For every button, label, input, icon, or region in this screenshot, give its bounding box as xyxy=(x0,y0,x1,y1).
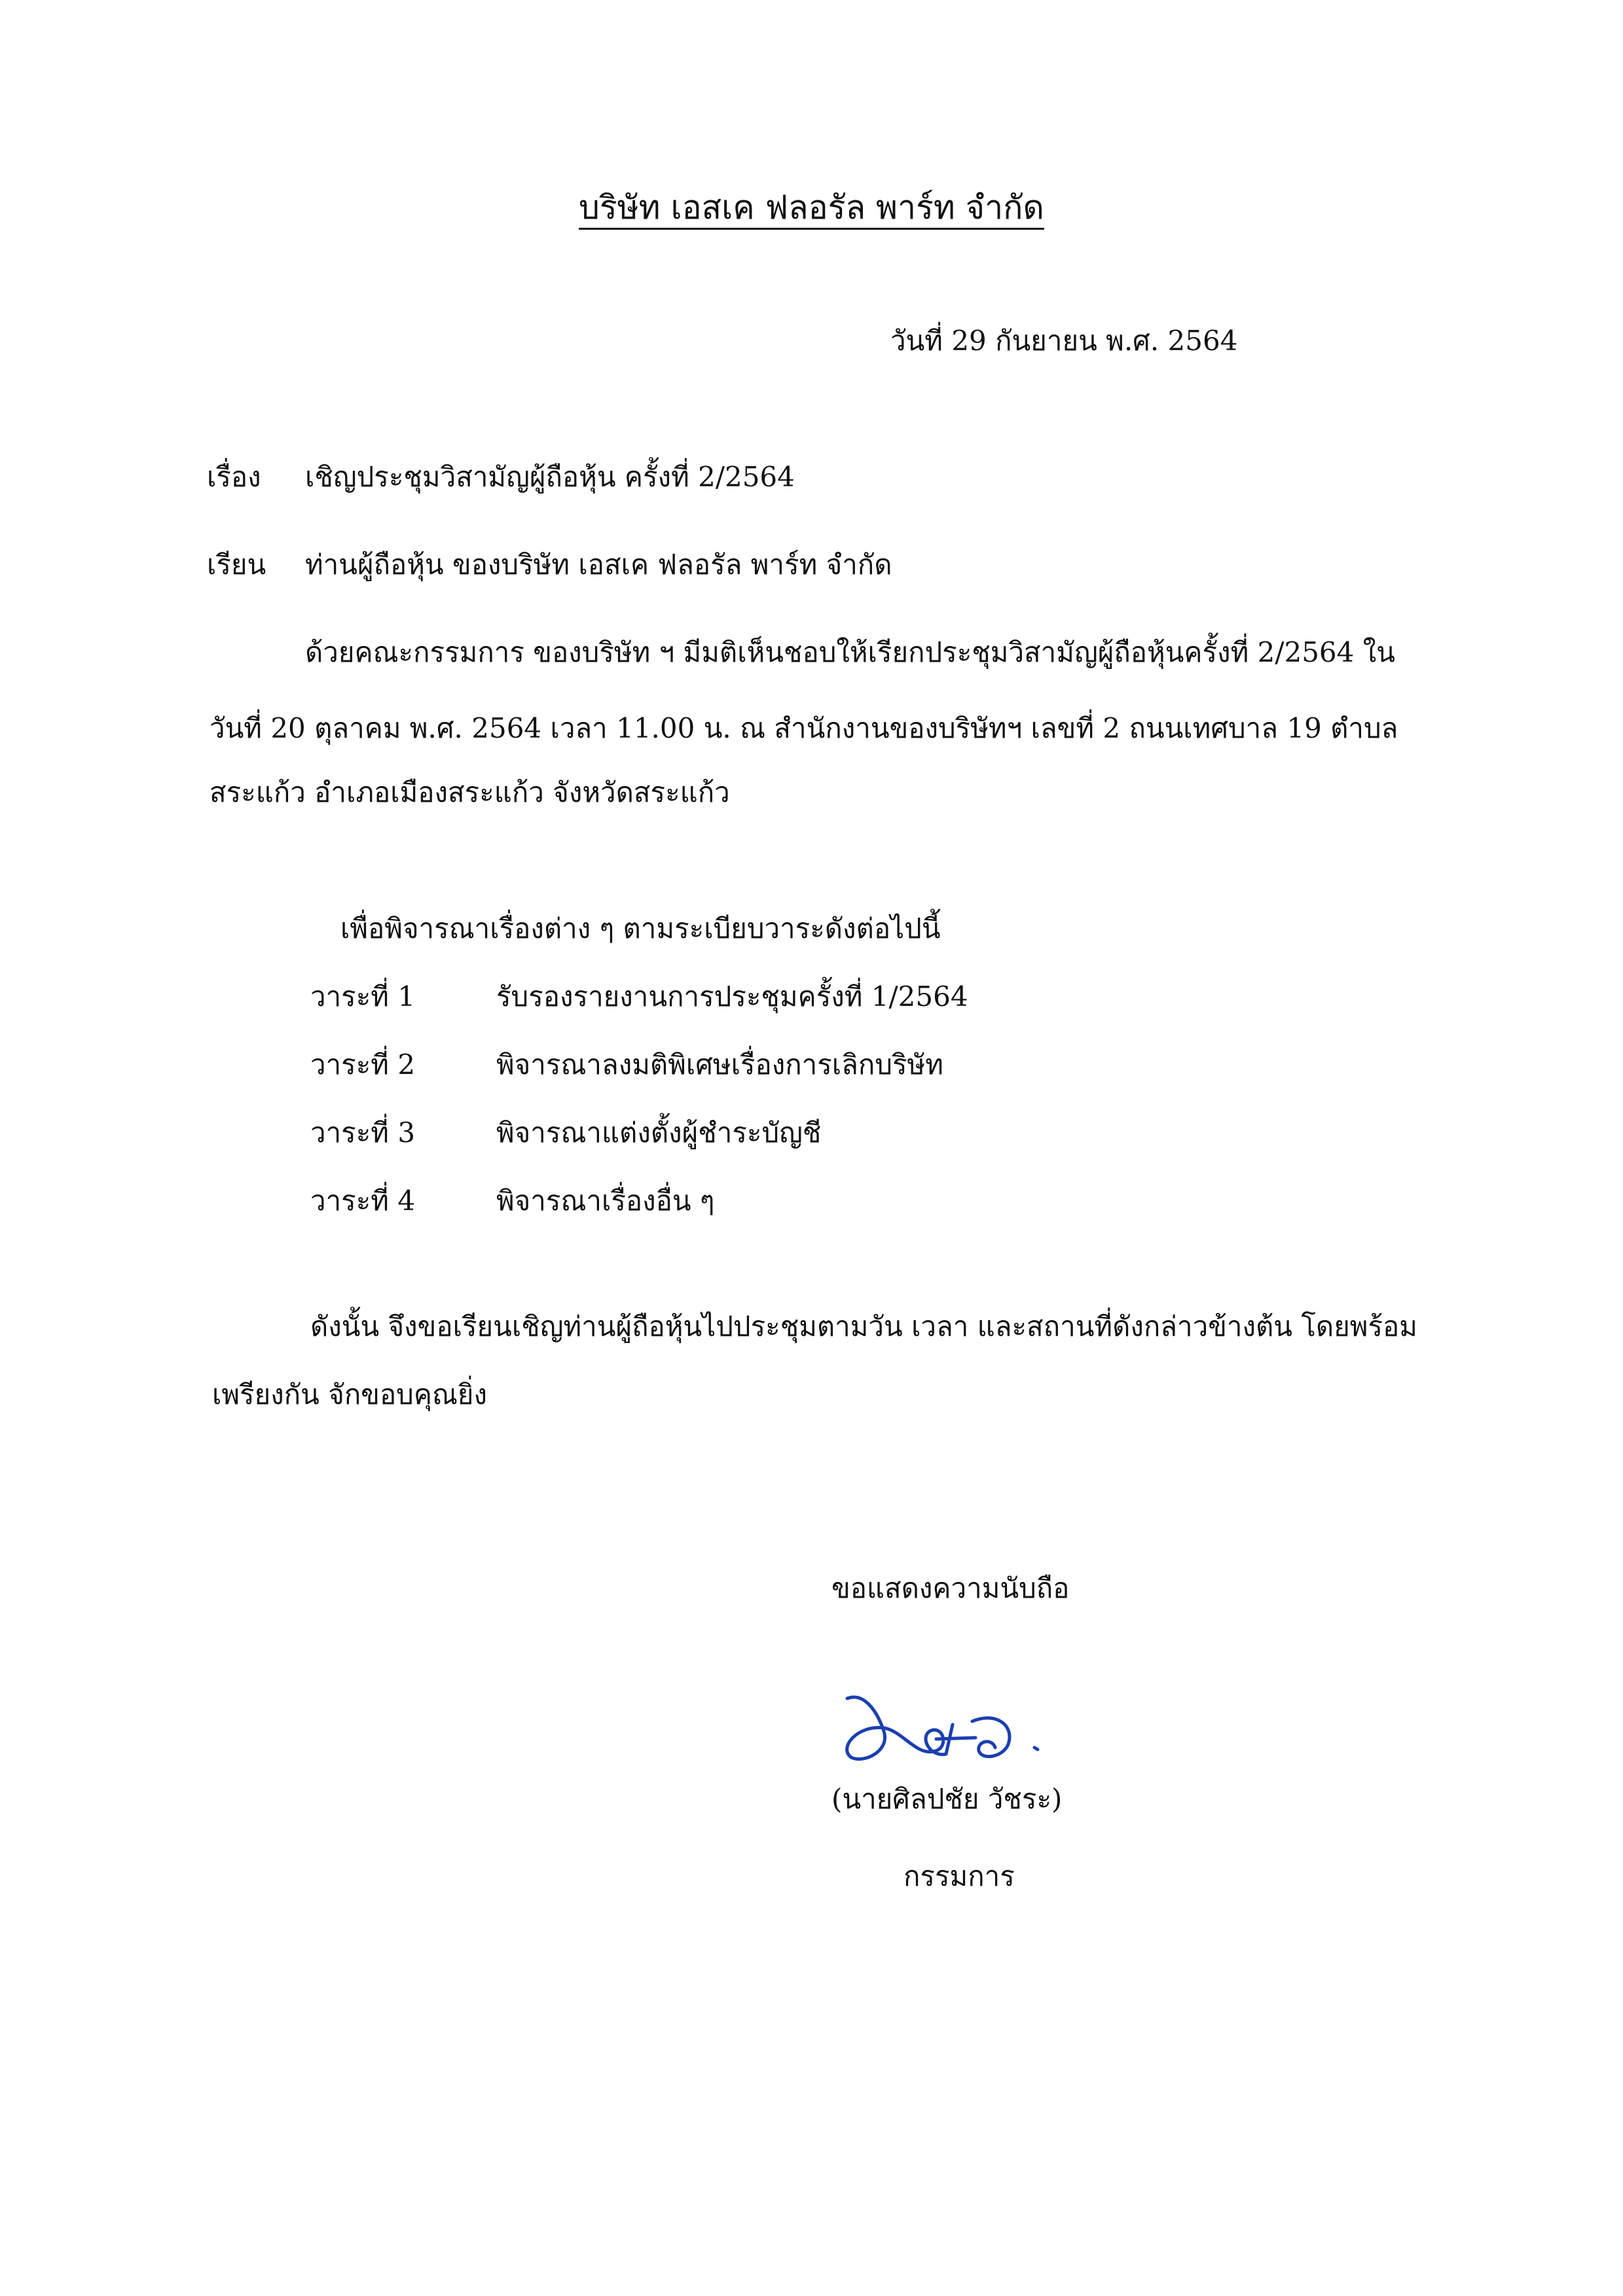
conclusion-line-2: เพรียงกัน จักขอบคุณยิ่ง xyxy=(212,1378,488,1410)
handwritten-signature xyxy=(838,1685,1074,1777)
subject-label: เรื่อง xyxy=(207,461,261,493)
agenda-item-1-text: รับรองรายงานการประชุมครั้งที่ 1/2564 xyxy=(496,980,968,1013)
body-paragraph-line-1: ด้วยคณะกรรมการ ของบริษัท ฯ มีมติเห็นชอบให้เรียกประชุมวิสามัญผู้ถือหุ้นครั้งที่ 2/2564 ใน xyxy=(305,636,1395,668)
agenda-item-4-text: พิจารณาเรื่องอื่น ๆ xyxy=(496,1185,715,1217)
agenda-intro: เพื่อพิจารณาเรื่องต่าง ๆ ตามระเบียบวาระดังต่อไปนี้ xyxy=(340,912,941,944)
recipient-label: เรียน xyxy=(207,548,266,581)
agenda-item-3-text: พิจารณาแต่งตั้งผู้ชำระบัญชี xyxy=(496,1117,822,1149)
closing-phrase: ขอแสดงความนับถือ xyxy=(831,1572,1070,1604)
body-paragraph-line-2: วันที่ 20 ตุลาคม พ.ศ. 2564 เวลา 11.00 น. ณ สำนักงานของบริษัทฯ เลขที่ 2 ถนนเทศบาล 19 ตำบล xyxy=(210,712,1398,744)
signatory-name: (นายศิลปชัย วัชระ) xyxy=(831,1783,1063,1815)
agenda-item-3-label: วาระที่ 3 xyxy=(310,1117,416,1149)
company-title: บริษัท เอสเค ฟลอรัล พาร์ท จำกัด xyxy=(579,188,1044,226)
signatory-title: กรรมการ xyxy=(903,1860,1015,1892)
body-paragraph-line-3: สระแก้ว อำเภอเมืองสระแก้ว จังหวัดสระแก้ว xyxy=(210,776,730,808)
subject-text: เชิญประชุมวิสามัญผู้ถือหุ้น ครั้งที่ 2/2564 xyxy=(305,461,795,493)
agenda-item-1-label: วาระที่ 1 xyxy=(310,980,416,1013)
recipient-text: ท่านผู้ถือหุ้น ของบริษัท เอสเค ฟลอรัล พาร์ท จำกัด xyxy=(305,548,892,581)
agenda-item-2-label: วาระที่ 2 xyxy=(310,1049,416,1081)
agenda-item-2-text: พิจารณาลงมติพิเศษเรื่องการเลิกบริษัท xyxy=(496,1049,943,1081)
agenda-item-4-label: วาระที่ 4 xyxy=(310,1185,416,1217)
date-line: วันที่ 29 กันยายน พ.ศ. 2564 xyxy=(890,325,1238,357)
conclusion-line-1: ดังนั้น จึงขอเรียนเชิญท่านผู้ถือหุ้นไปประชุมตามวัน เวลา และสถานที่ดังกล่าวข้างต้น โดยพร้อม xyxy=(310,1310,1417,1342)
